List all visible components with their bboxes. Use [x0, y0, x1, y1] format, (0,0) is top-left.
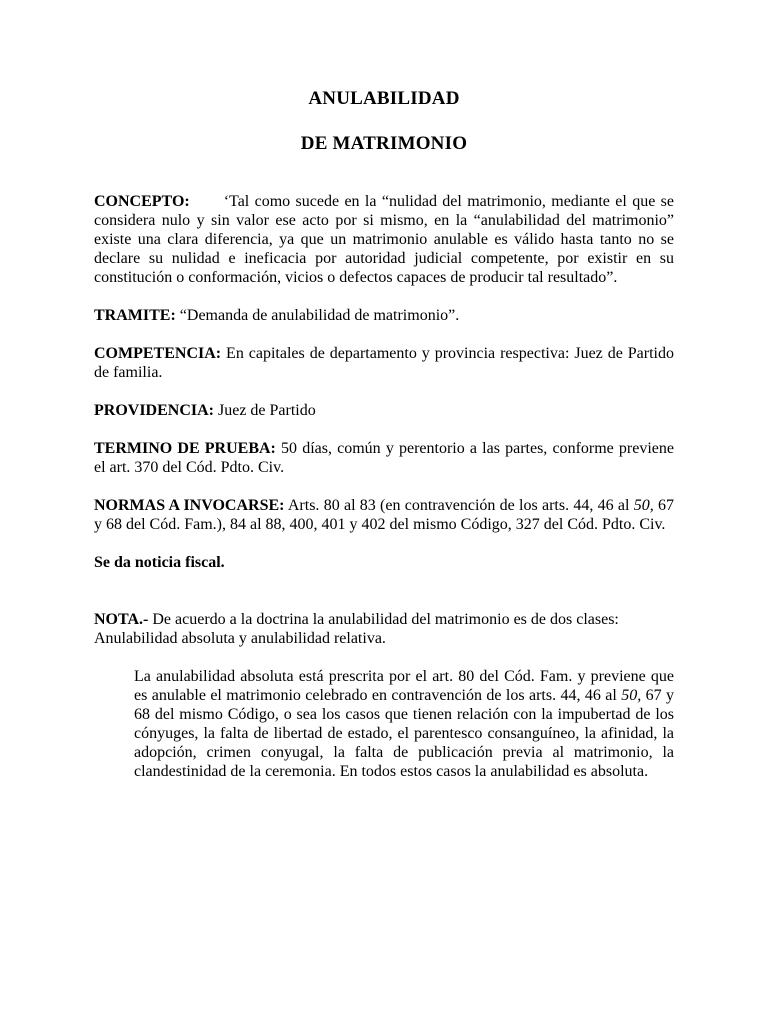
providencia-text: Juez de Partido: [214, 402, 316, 419]
normas-text-italic: 50,: [633, 497, 654, 514]
tramite-label: TRAMITE:: [94, 307, 176, 324]
providencia-label: PROVIDENCIA:: [94, 402, 214, 419]
absoluta-paragraph: [134, 667, 674, 781]
termino-text: 50 días, común y perentorio a las partes, conforme previene el art. 370 del Cód. Pdto. Civ.: [94, 440, 675, 476]
spacer: [94, 572, 674, 610]
tramite-text: “Demanda de anulabilidad de matrimonio”.: [175, 307, 460, 324]
absoluta-text-a: La anulabilidad absoluta está prescrita por el art. 80 del Cód. Fam. y previene que es anulable el matrimonio celebrado en contravención de los arts. 44, 46 al: [134, 668, 674, 704]
spacer: [94, 534, 674, 553]
nota-paragraph: [94, 610, 674, 629]
concepto-label: CONCEPTO:: [94, 193, 190, 210]
absoluta-text-italic: 50,: [621, 687, 642, 704]
nota-label: NOTA.-: [94, 611, 149, 628]
spacer: [94, 648, 674, 667]
spacer: [94, 287, 674, 306]
tramite-paragraph: [94, 306, 674, 325]
document-page: [94, 88, 674, 781]
normas-text-b: 67 y 68 del Cód. Fam.), 84 al 88, 400, 401 y 402 del mismo Código, 327 del Cód. Pdto. Civ.: [94, 497, 674, 533]
spacer: [94, 382, 674, 401]
normas-text-a: Arts. 80 al 83 (en contravención de los arts. 44, 46 al: [284, 497, 634, 514]
providencia-paragraph: [94, 401, 674, 420]
spacer: [94, 325, 674, 344]
absoluta-text-b: 67 y 68 del mismo Código, o sea los casos que tienen relación con la impubertad de los cónyuges, la falta de libertad de estado, el parentesco consanguíneo, la afinidad, la adopción, crimen conyugal, la falta de publicación previa al matrimonio, la clandestinidad de la ceremonia. En todos estos casos la anulabilidad es absoluta.: [134, 687, 674, 780]
competencia-paragraph: [94, 344, 674, 382]
competencia-text: En capitales de departamento y provincia respectiva: Juez de Partido de familia.: [94, 345, 674, 381]
competencia-label: COMPETENCIA:: [94, 345, 222, 362]
fiscal-text: Se da noticia fiscal.: [94, 554, 225, 571]
nota-line-2: Anulabilidad absoluta y anulabilidad relativa.: [94, 630, 386, 647]
normas-paragraph: [94, 496, 674, 534]
nota-text: De acuerdo a la doctrina la anulabilidad del matrimonio es de dos clases:: [148, 611, 619, 628]
fiscal-paragraph: [94, 553, 674, 572]
spacer: [94, 420, 674, 439]
title-line-2: DE MATRIMONIO: [300, 133, 468, 154]
title-line-1: ANULABILIDAD: [308, 88, 460, 109]
termino-label: TERMINO DE PRUEBA:: [94, 440, 276, 457]
spacer: [94, 477, 674, 496]
normas-label: NORMAS A INVOCARSE:: [94, 497, 285, 514]
termino-paragraph: [94, 439, 674, 477]
concepto-paragraph: [94, 192, 674, 287]
concepto-text: ‘Tal como sucede en la “nulidad del matrimonio, mediante el que se considera nulo y sin valor ese acto por si mismo, en la “anulabilidad del matrimonio” existe una clara diferencia, ya que un matrimonio anulable es válido hasta tanto no se declare su nulidad e ineficacia por autoridad judicial competente, por existir en su constitución o conformación, vicios o defectos capaces de producir tal resultado”.: [94, 193, 674, 286]
